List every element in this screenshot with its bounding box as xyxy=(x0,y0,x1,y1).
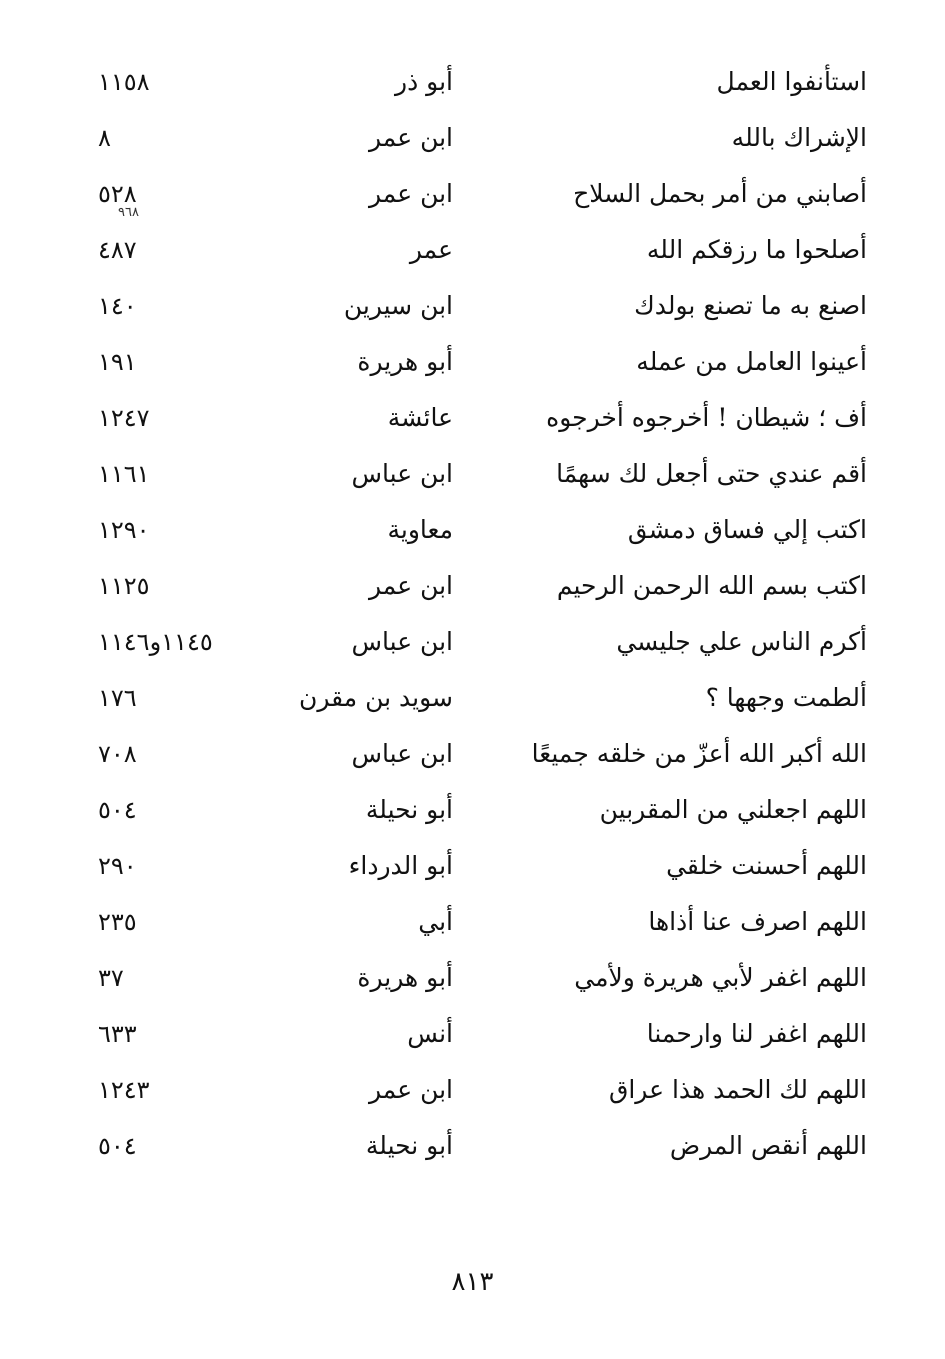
index-row xyxy=(0,560,945,616)
hadith-phrase: أف ؛ شيطان ! أخرجوه أخرجوه xyxy=(546,403,867,432)
narrator-name: أبو ذر xyxy=(395,67,453,96)
hadith-phrase: الله أكبر الله أعزّ من خلقه جميعًا xyxy=(531,739,867,768)
hadith-index-list xyxy=(0,56,945,1176)
hadith-phrase: ألطمت وجهها ؟ xyxy=(705,683,867,712)
narrator-name: ابن سيرين xyxy=(343,291,453,320)
page-reference: ٢٩٠ xyxy=(98,852,137,880)
hadith-phrase: اللهم اجعلني من المقربين xyxy=(599,795,867,824)
index-row xyxy=(0,336,945,392)
narrator-name: ابن عمر xyxy=(368,179,453,208)
page-reference: ٥٠٤ xyxy=(98,796,137,824)
index-row xyxy=(0,784,945,840)
narrator-name: ابن عباس xyxy=(351,627,453,656)
hadith-phrase: أقم عندي حتى أجعل لك سهمًا xyxy=(556,459,867,488)
page-reference: ٨ xyxy=(98,124,111,152)
page-reference: ١١٤٥و١١٤٦ xyxy=(98,628,213,656)
hadith-phrase: اللهم أنقص المرض xyxy=(669,1131,867,1160)
narrator-name: ابن عباس xyxy=(351,739,453,768)
index-row xyxy=(0,896,945,952)
narrator-name: أبي xyxy=(418,907,453,936)
narrator-name: عائشة xyxy=(387,403,453,432)
narrator-name: ابن عباس xyxy=(351,459,453,488)
hadith-phrase: اكتب إلي فساق دمشق xyxy=(627,515,867,544)
hadith-phrase: أصابني من أمر بحمل السلاح xyxy=(573,179,867,208)
hadith-phrase: اللهم اغفر لنا وارحمنا xyxy=(646,1019,867,1048)
index-row xyxy=(0,168,945,224)
index-row xyxy=(0,952,945,1008)
page-reference: ١٢٤٣ xyxy=(98,1076,150,1104)
hadith-phrase: اصنع به ما تصنع بولدك xyxy=(634,291,867,320)
hadith-phrase: اللهم أحسنت خلقي xyxy=(666,851,867,880)
page-reference: ١٢٤٧ xyxy=(98,404,150,432)
page-reference: ١٧٦ xyxy=(98,684,137,712)
handwritten-note: ٩٦٨ xyxy=(118,205,139,220)
hadith-phrase: الإشراك بالله xyxy=(731,123,867,152)
hadith-phrase: استأنفوا العمل xyxy=(716,67,867,96)
index-row xyxy=(0,1064,945,1120)
page-reference: ٢٣٥ xyxy=(98,908,137,936)
narrator-name: عمر xyxy=(409,235,453,264)
hadith-phrase: اكتب بسم الله الرحمن الرحيم xyxy=(556,571,867,600)
hadith-phrase: اللهم اصرف عنا أذاها xyxy=(648,907,867,936)
hadith-phrase: أكرم الناس علي جليسي xyxy=(616,627,867,656)
index-row xyxy=(0,448,945,504)
page-reference: ٥٢٨ xyxy=(98,180,137,208)
hadith-phrase: اللهم لك الحمد هذا عراق xyxy=(608,1075,867,1104)
page-reference: ٦٣٣ xyxy=(98,1020,137,1048)
page-reference: ١٩١ xyxy=(98,348,137,376)
narrator-name: أبو نحيلة xyxy=(365,1131,453,1160)
index-row xyxy=(0,672,945,728)
narrator-name: أبو هريرة xyxy=(357,963,453,992)
page-reference: ٥٠٤ xyxy=(98,1132,137,1160)
index-row xyxy=(0,1120,945,1176)
page-reference: ١١٥٨ xyxy=(98,68,150,96)
page-reference: ١٢٩٠ xyxy=(98,516,150,544)
hadith-phrase: أصلحوا ما رزقكم الله xyxy=(646,235,867,264)
page-reference: ١١٦١ xyxy=(98,460,150,488)
narrator-name: ابن عمر xyxy=(368,1075,453,1104)
index-row xyxy=(0,224,945,280)
narrator-name: أبو هريرة xyxy=(357,347,453,376)
narrator-name: معاوية xyxy=(387,515,453,544)
page-reference: ١١٢٥ xyxy=(98,572,150,600)
page-number: ٨١٣ xyxy=(451,1267,494,1297)
narrator-name: أبو الدرداء xyxy=(348,851,453,880)
page-reference: ١٤٠ xyxy=(98,292,137,320)
index-row xyxy=(0,112,945,168)
hadith-phrase: أعينوا العامل من عمله xyxy=(636,347,867,376)
index-row xyxy=(0,1008,945,1064)
index-row xyxy=(0,56,945,112)
narrator-name: أبو نحيلة xyxy=(365,795,453,824)
index-row xyxy=(0,616,945,672)
index-row xyxy=(0,504,945,560)
page-reference: ٧٠٨ xyxy=(98,740,137,768)
narrator-name: أنس xyxy=(407,1019,453,1048)
index-row xyxy=(0,280,945,336)
index-row xyxy=(0,728,945,784)
page-reference: ٣٧ xyxy=(98,964,124,992)
narrator-name: ابن عمر xyxy=(368,123,453,152)
hadith-phrase: اللهم اغفر لأبي هريرة ولأمي xyxy=(574,963,867,992)
index-row xyxy=(0,392,945,448)
page-reference: ٤٨٧ xyxy=(98,236,137,264)
index-row xyxy=(0,840,945,896)
narrator-name: ابن عمر xyxy=(368,571,453,600)
narrator-name: سويد بن مقرن xyxy=(298,683,453,712)
